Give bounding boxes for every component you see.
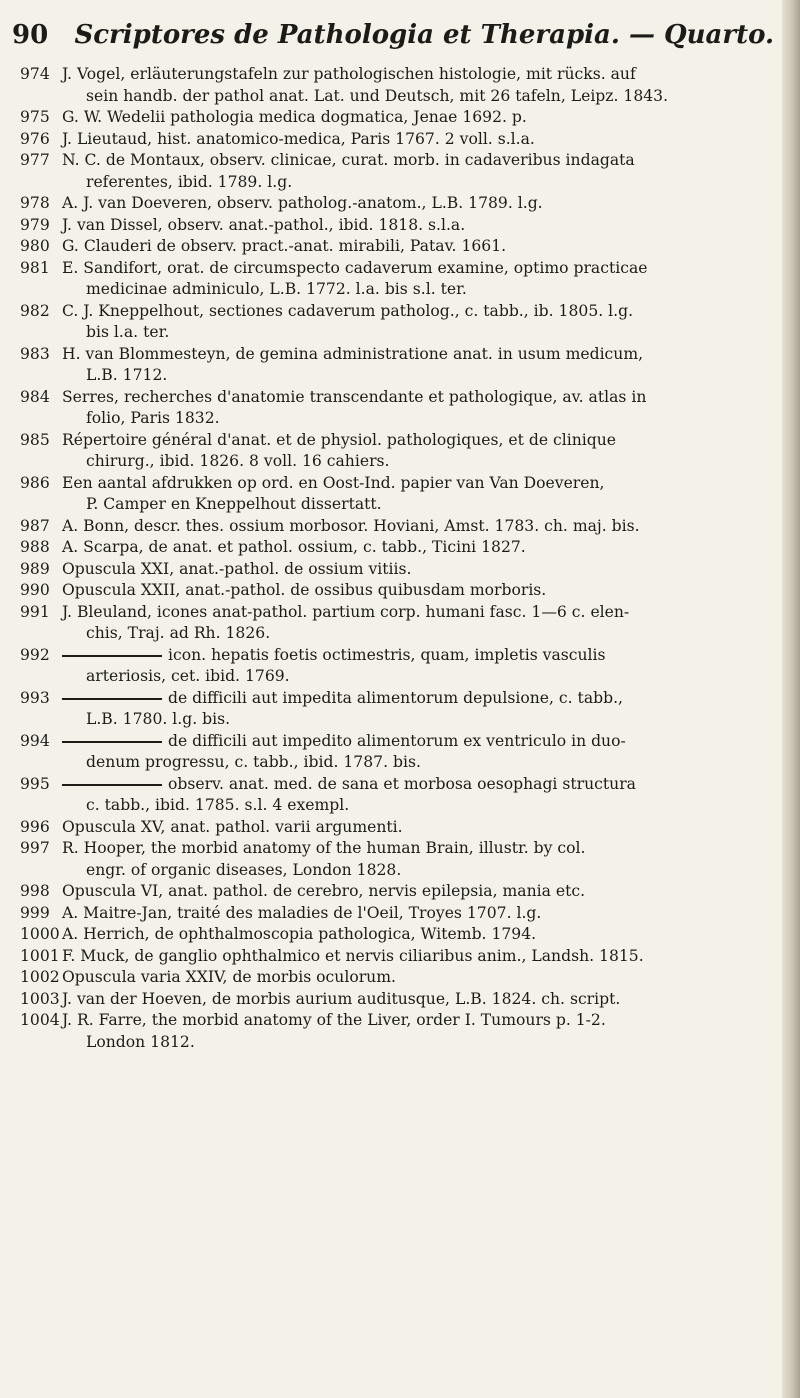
catalogue-entries	[20, 64, 780, 1053]
entry-continuation	[62, 666, 780, 688]
entry-text	[62, 688, 780, 710]
entry-line-text: J. Vogel, erläuterungstafeln zur pathologischen histologie, mit rücks. auf	[62, 65, 636, 83]
entry-number: 998	[20, 882, 50, 900]
entry-text	[62, 236, 780, 258]
catalogue-entry	[20, 107, 780, 129]
entry-line-text: Opuscula varia XXIV, de morbis oculorum.	[62, 968, 396, 986]
catalogue-entry	[20, 731, 780, 774]
entry-continuation	[62, 623, 780, 645]
entry-continuation	[62, 860, 780, 882]
catalogue-entry	[20, 838, 780, 881]
entry-line-text: de difficili aut impedito alimentorum ex ventriculo in duo-	[168, 731, 626, 750]
entry-line-text: bis l.a. ter.	[86, 323, 170, 341]
entry-line-text: Een aantal afdrukken op ord. en Oost-Ind. papier van Van Doeveren,	[62, 473, 605, 492]
entry-number: 982	[20, 301, 50, 320]
entry-line-text: A. Bonn, descr. thes. ossium morbosor. Hoviani, Amst. 1783. ch. maj. bis.	[62, 516, 640, 535]
entry-line-text: H. van Blommesteyn, de gemina administratione anat. in usum medicum,	[62, 344, 644, 363]
catalogue-entry	[20, 537, 780, 559]
entry-line-text: J. Bleuland, icones anat-pathol. partium corp. humani fasc. 1—6 c. elen-	[62, 602, 630, 621]
entry-text	[62, 215, 780, 237]
entry-number: 986	[20, 473, 50, 492]
entry-number: 981	[20, 258, 50, 277]
catalogue-entry	[20, 989, 780, 1011]
catalogue-entry	[20, 301, 780, 344]
entry-continuation	[62, 709, 780, 731]
entry-text	[62, 946, 780, 968]
catalogue-entry	[20, 817, 780, 839]
entry-number: 989	[20, 559, 50, 578]
entry-text	[62, 64, 780, 86]
entry-text	[62, 817, 780, 839]
entry-line-text: L.B. 1712.	[86, 366, 168, 384]
entry-line-text: E. Sandifort, orat. de circumspecto cadaverum examine, optimo practicae	[62, 258, 648, 277]
entry-continuation	[62, 172, 780, 194]
entry-number: 1004	[20, 1011, 60, 1029]
entry-number: 994	[20, 731, 50, 750]
entry-continuation	[62, 322, 780, 344]
entry-text	[62, 1010, 780, 1032]
catalogue-entry	[20, 64, 780, 107]
entry-continuation	[62, 1032, 780, 1054]
entry-number: 976	[20, 129, 50, 148]
entry-number: 999	[20, 903, 50, 922]
entry-text	[62, 924, 780, 946]
catalogue-entry	[20, 602, 780, 645]
entry-line-text: R. Hooper, the morbid anatomy of the human Brain, illustr. by col.	[62, 839, 586, 857]
entry-text	[62, 258, 780, 280]
entry-text	[62, 301, 780, 323]
catalogue-entry	[20, 473, 780, 516]
entry-text	[62, 559, 780, 581]
entry-text	[62, 430, 780, 452]
entry-text	[62, 344, 780, 366]
entry-line-text: Opuscula XXI, anat.-pathol. de ossium vitiis.	[62, 559, 412, 578]
entry-line-text: folio, Paris 1832.	[86, 409, 220, 427]
entry-line-text: Opuscula XXII, anat.-pathol. de ossibus quibusdam morboris.	[62, 581, 547, 599]
catalogue-entry	[20, 559, 780, 581]
entry-line-text: sein handb. der pathol anat. Lat. und Deutsch, mit 26 tafeln, Leipz. 1843.	[86, 86, 669, 105]
entry-number: 1000	[20, 925, 60, 943]
ditto-rule	[62, 655, 162, 657]
entry-line-text: Serres, recherches d'anatomie transcendante et pathologique, av. atlas in	[62, 387, 647, 406]
entry-text	[62, 731, 780, 753]
entry-number: 988	[20, 538, 50, 556]
entry-line-text: arteriosis, cet. ibid. 1769.	[86, 667, 290, 685]
catalogue-entry	[20, 215, 780, 237]
entry-line-text: referentes, ibid. 1789. l.g.	[86, 172, 293, 191]
entry-text	[62, 516, 780, 538]
entry-line-text: denum progressu, c. tabb., ibid. 1787. bis.	[86, 753, 421, 771]
entry-number: 991	[20, 602, 50, 621]
entry-line-text: Opuscula VI, anat. pathol. de cerebro, nervis epilepsia, mania etc.	[62, 882, 586, 900]
entry-number: 987	[20, 516, 50, 535]
ditto-rule	[62, 698, 162, 700]
entry-text	[62, 602, 780, 624]
catalogue-entry	[20, 967, 780, 989]
ditto-rule	[62, 784, 162, 786]
entry-text	[62, 150, 780, 172]
entry-line-text: Répertoire général d'anat. et de physiol. pathologiques, et de clinique	[62, 430, 617, 449]
entry-line-text: J. R. Farre, the morbid anatomy of the Liver, order I. Tumours p. 1-2.	[62, 1011, 606, 1029]
entry-continuation	[62, 365, 780, 387]
entry-line-text: London 1812.	[86, 1032, 195, 1051]
entry-number: 975	[20, 108, 50, 126]
entry-continuation	[62, 451, 780, 473]
catalogue-entry	[20, 924, 780, 946]
entry-line-text: G. W. Wedelii pathologia medica dogmatica, Jenae 1692. p.	[62, 108, 527, 126]
entry-number: 1001	[20, 946, 60, 965]
entry-line-text: P. Camper en Kneppelhout dissertatt.	[86, 495, 382, 513]
catalogue-entry	[20, 236, 780, 258]
entry-line-text: Opuscula XV, anat. pathol. varii argumenti.	[62, 817, 403, 836]
catalogue-entry	[20, 580, 780, 602]
entry-continuation	[62, 752, 780, 774]
entry-number: 992	[20, 645, 50, 664]
entry-line-text: engr. of organic diseases, London 1828.	[86, 860, 402, 879]
entry-line-text: c. tabb., ibid. 1785. s.l. 4 exempl.	[86, 796, 350, 814]
entry-line-text: medicinae adminiculo, L.B. 1772. l.a. bis s.l. ter.	[86, 280, 467, 298]
entry-line-text: A. Herrich, de ophthalmoscopia pathologica, Witemb. 1794.	[62, 925, 537, 943]
entry-line-text: J. Lieutaud, hist. anatomico-medica, Paris 1767. 2 voll. s.l.a.	[62, 129, 535, 148]
entry-line-text: G. Clauderi de observ. pract.-anat. mirabili, Patav. 1661.	[62, 237, 507, 255]
entry-continuation	[62, 86, 780, 108]
catalogue-entry	[20, 344, 780, 387]
catalogue-entry	[20, 387, 780, 430]
catalogue-entry	[20, 688, 780, 731]
entry-text	[62, 903, 780, 925]
entry-line-text: A. Scarpa, de anat. et pathol. ossium, c. tabb., Ticini 1827.	[62, 538, 526, 556]
entry-number: 984	[20, 387, 50, 406]
entry-continuation	[62, 494, 780, 516]
entry-line-text: A. Maitre-Jan, traité des maladies de l'Oeil, Troyes 1707. l.g.	[62, 903, 542, 922]
entry-number: 985	[20, 430, 50, 449]
catalogue-entry	[20, 946, 780, 968]
catalogue-entry	[20, 193, 780, 215]
entry-line-text: chis, Traj. ad Rh. 1826.	[86, 624, 271, 642]
entry-number: 1002	[20, 968, 60, 986]
entry-line-text: chirurg., ibid. 1826. 8 voll. 16 cahiers.	[86, 452, 390, 470]
ditto-rule	[62, 741, 162, 743]
entry-line-text: de difficili aut impedita alimentorum depulsione, c. tabb.,	[168, 688, 623, 707]
entry-text	[62, 193, 780, 215]
entry-line-text: L.B. 1780. l.g. bis.	[86, 710, 231, 728]
entry-line-text: icon. hepatis foetis octimestris, quam, impletis vasculis	[168, 645, 606, 664]
entry-text	[62, 580, 780, 602]
page-number: 90	[12, 20, 49, 50]
entry-number: 978	[20, 194, 50, 212]
entry-line-text: N. C. de Montaux, observ. clinicae, curat. morb. in cadaveribus indagata	[62, 151, 635, 169]
entry-number: 997	[20, 839, 50, 857]
entry-number: 1003	[20, 989, 60, 1008]
entry-text	[62, 107, 780, 129]
entry-continuation	[62, 408, 780, 430]
entry-line-text: J. van Dissel, observ. anat.-pathol., ibid. 1818. s.l.a.	[62, 215, 466, 234]
entry-text	[62, 645, 780, 667]
catalogue-entry	[20, 881, 780, 903]
catalogue-entry	[20, 258, 780, 301]
entry-continuation	[62, 795, 780, 817]
entry-number: 995	[20, 774, 50, 793]
catalogue-entry	[20, 1010, 780, 1053]
page-edge	[782, 0, 800, 1398]
entry-text	[62, 537, 780, 559]
entry-line-text: observ. anat. med. de sana et morbosa oesophagi structura	[168, 774, 636, 793]
entry-text	[62, 881, 780, 903]
entry-line-text: J. van der Hoeven, de morbis aurium auditusque, L.B. 1824. ch. script.	[62, 989, 621, 1008]
entry-text	[62, 473, 780, 495]
entry-number: 980	[20, 237, 50, 255]
entry-number: 974	[20, 65, 50, 83]
entry-text	[62, 989, 780, 1011]
catalogue-entry	[20, 774, 780, 817]
page-header	[12, 20, 782, 60]
catalogue-entry	[20, 129, 780, 151]
entry-line-text: F. Muck, de ganglio ophthalmico et nervis ciliaribus anim., Landsh. 1815.	[62, 946, 644, 965]
page-title: Scriptores de Pathologia et Therapia. — Quarto.	[74, 20, 775, 50]
entry-text	[62, 774, 780, 796]
entry-number: 990	[20, 581, 50, 599]
catalogue-entry	[20, 430, 780, 473]
entry-text	[62, 387, 780, 409]
entry-line-text: C. J. Kneppelhout, sectiones cadaverum patholog., c. tabb., ib. 1805. l.g.	[62, 301, 634, 320]
catalogue-entry	[20, 903, 780, 925]
catalogue-entry	[20, 516, 780, 538]
entry-number: 993	[20, 688, 50, 707]
catalogue-entry	[20, 645, 780, 688]
entry-number: 977	[20, 151, 50, 169]
entry-number: 983	[20, 344, 50, 363]
catalogue-entry	[20, 150, 780, 193]
entry-continuation	[62, 279, 780, 301]
entry-text	[62, 838, 780, 860]
entry-text	[62, 129, 780, 151]
entry-text	[62, 967, 780, 989]
entry-number: 979	[20, 215, 50, 234]
entry-line-text: A. J. van Doeveren, observ. patholog.-anatom., L.B. 1789. l.g.	[62, 194, 543, 212]
entry-number: 996	[20, 817, 50, 836]
